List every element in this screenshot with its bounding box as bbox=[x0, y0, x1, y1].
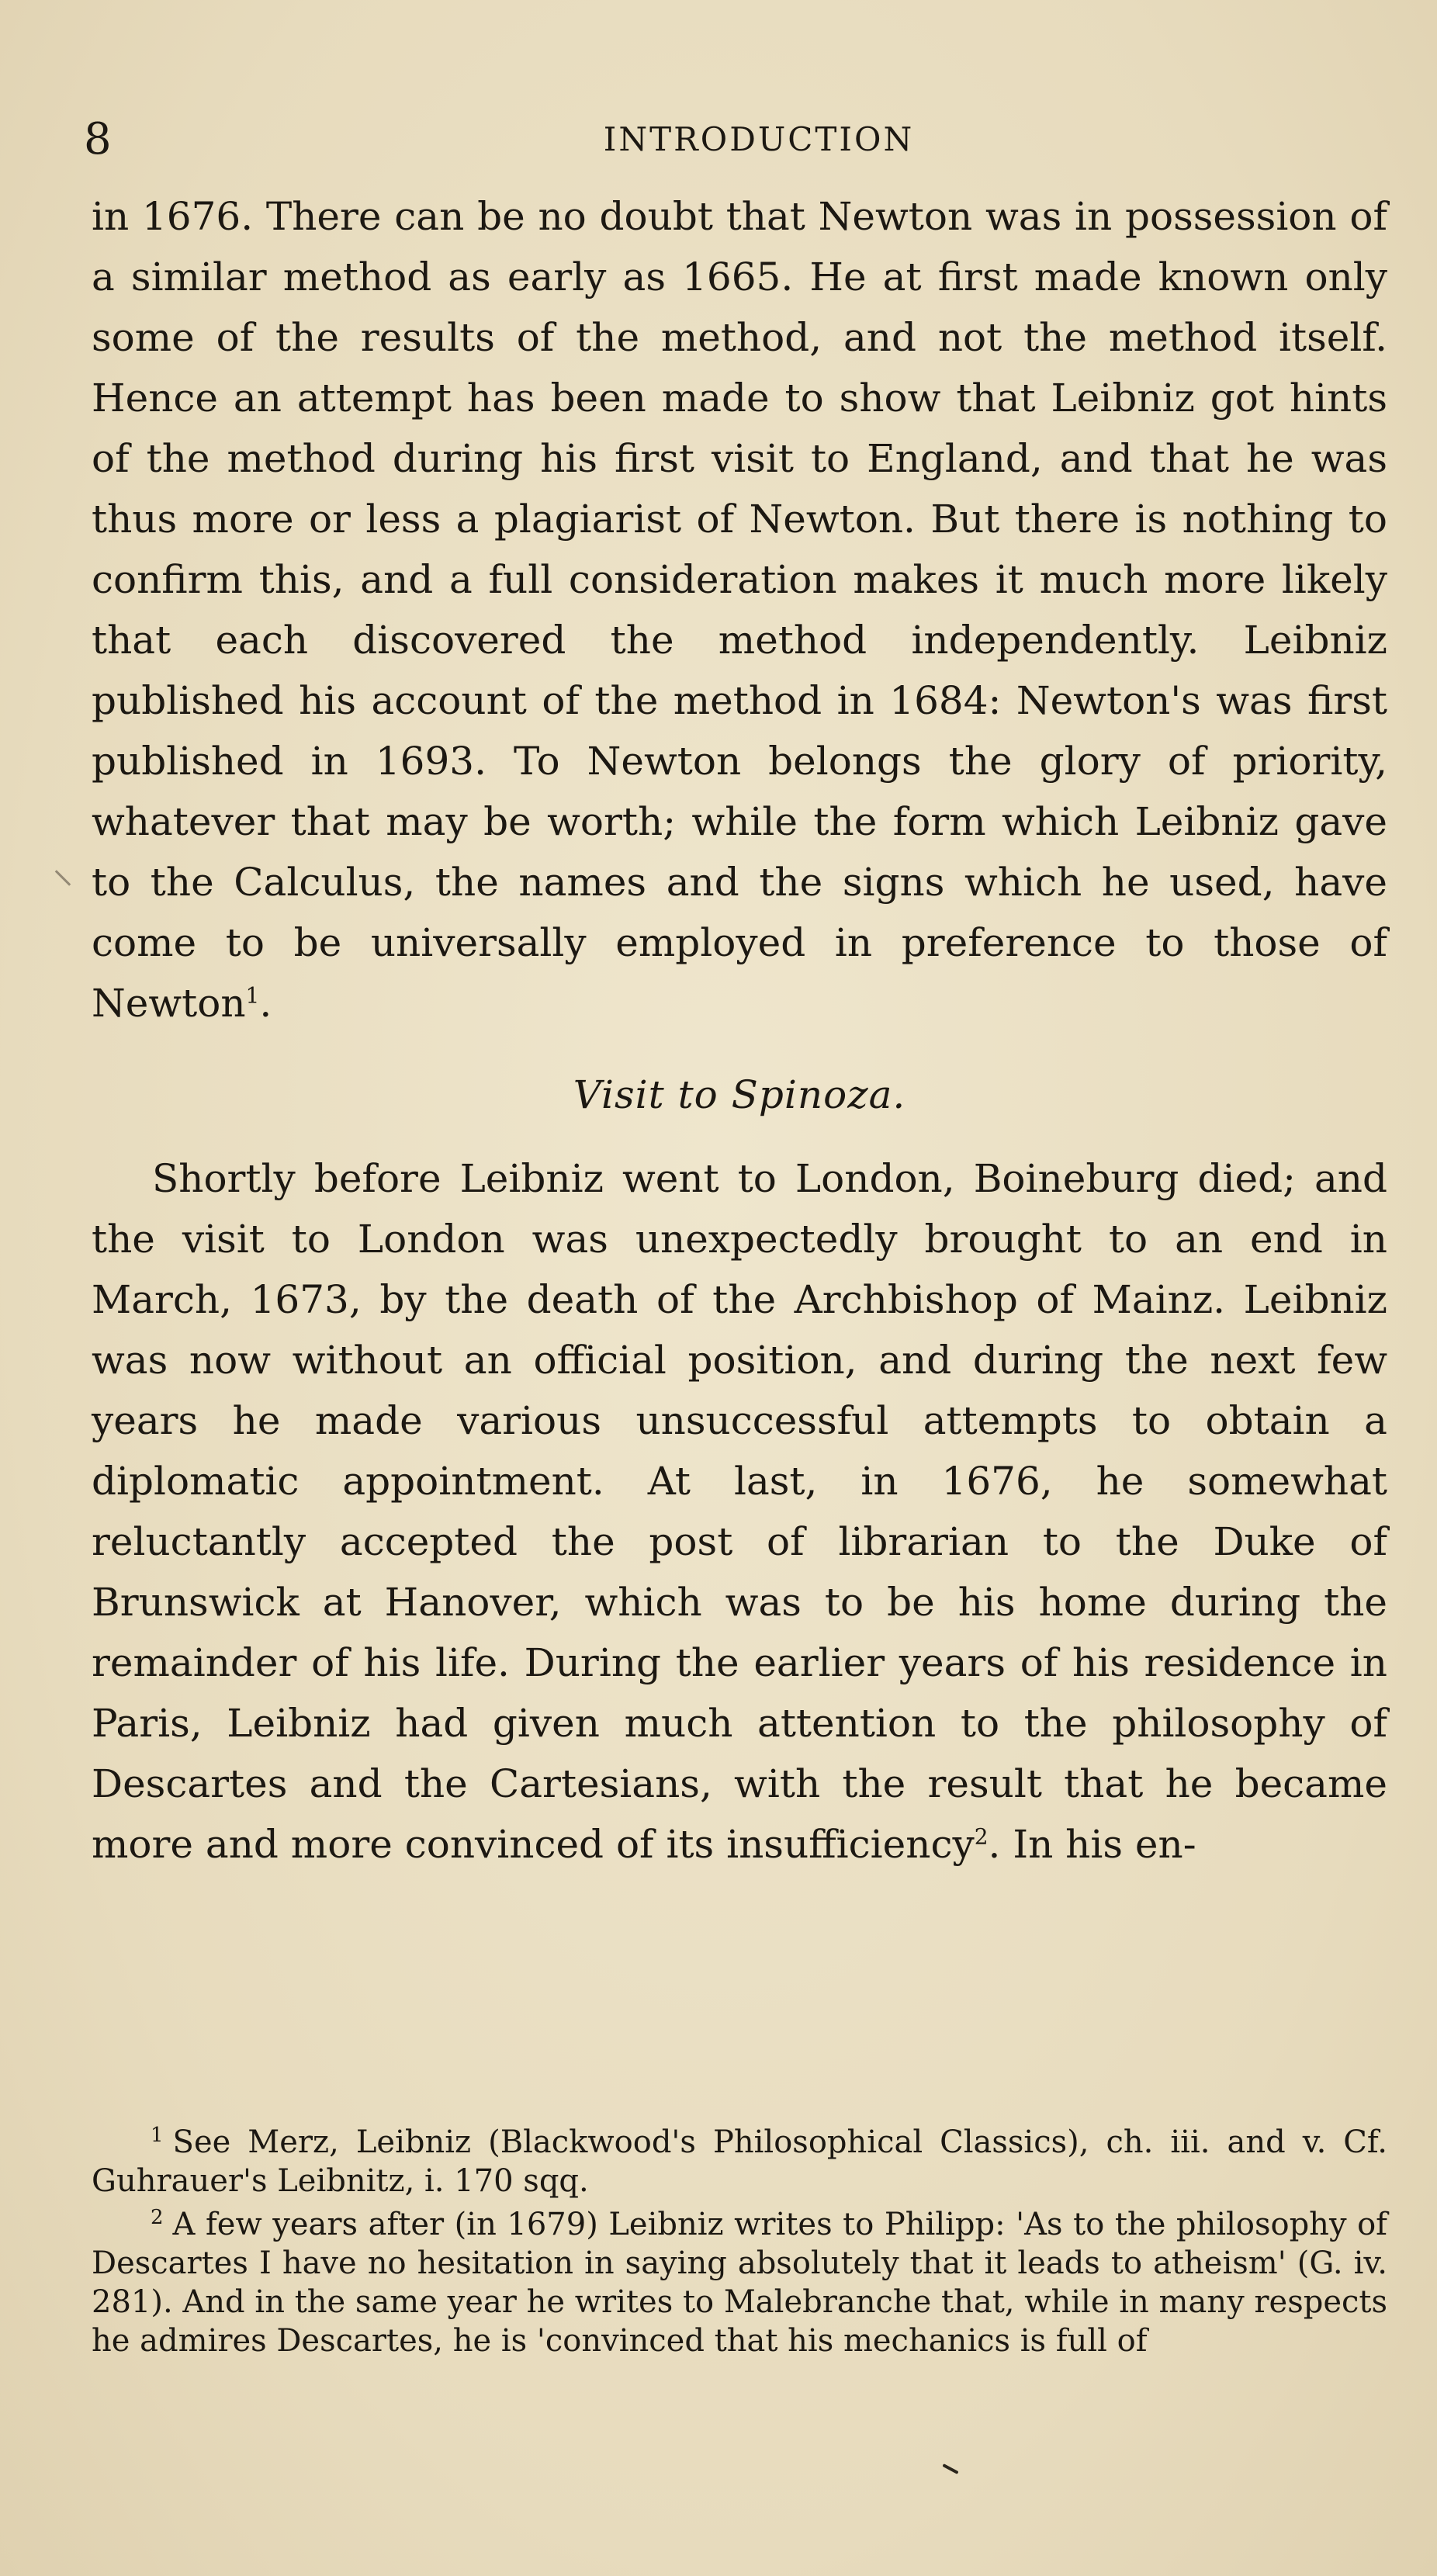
footnote-1 bbox=[92, 2123, 1387, 2200]
paragraph-newton-end: . bbox=[259, 981, 272, 1026]
paragraph-spinoza-text: Shortly before Leibniz went to London, Boineburg died; and the visit to London was unexpectedly brought to an end in March, 1673, by the death of the Archbishop of Mainz. Leibniz was now without an official position, and during the next few years he made various unsuccessful attempts to obtain a diplomatic appointment. At last, in 1676, he somewhat reluctantly accepted the post of librarian to the Duke of Brunswick at Hanover, which was to be his home during the remainder of his life. During the earlier years of his residence in Paris, Leibniz had given much attention to the philosophy of Descartes and the Cartesians, with the result that he became more and more convinced of its insufficiency bbox=[92, 1156, 1387, 1867]
footnote-ref-1: 1 bbox=[245, 982, 260, 1009]
paragraph-spinoza-end: . In his en- bbox=[988, 1822, 1196, 1867]
footnote-2-mark: 2 bbox=[151, 2205, 164, 2229]
footnote-2 bbox=[92, 2205, 1387, 2360]
footnotes bbox=[92, 2123, 1387, 2365]
running-head: INTRODUCTION bbox=[603, 120, 915, 158]
footnote-1-mark: 1 bbox=[151, 2123, 164, 2147]
section-title: Visit to Spinoza. bbox=[573, 1072, 906, 1117]
page-number: 8 bbox=[84, 114, 112, 164]
footnote-2-text: A few years after (in 1679) Leibniz writes to Philipp: 'As to the philosophy of Descartes I have no hesitation in saying absolutely that it leads to atheism' (G. iv. 281). And in the same year he writes to Malebranche that, while in many respects he admires Descartes, he is 'convinced that his mechanics is full of bbox=[92, 2207, 1387, 2359]
paragraph-newton bbox=[92, 186, 1387, 1034]
margin-mark bbox=[55, 870, 71, 886]
footnote-ref-2: 2 bbox=[974, 1823, 989, 1850]
footnote-1-text: See Merz, Leibniz (Blackwood's Philosophical Classics), ch. iii. and v. Cf. Guhrauer's Leibnitz, i. 170 sqq. bbox=[92, 2124, 1387, 2199]
main-text bbox=[92, 186, 1387, 1875]
signature-mark bbox=[942, 2463, 958, 2474]
page-header bbox=[84, 109, 1387, 171]
paragraph-newton-text: in 1676. There can be no doubt that Newton was in possession of a similar method as early as 1665. He at first made known only some of the results of the method, and not the method itself. Hence an attempt has been made to show that Leibniz got hints of the method during his first visit to England, and that he was thus more or less a plagiarist of Newton. But there is nothing to confirm this, and a full consideration makes it much more likely that each discovered the method independently. Leibniz published his account of the method in 1684: Newton's was first published in 1693. To Newton belongs the glory of priority, whatever that may be worth; while the form which Leibniz gave to the Calculus, the names and the signs which he used, have come to be universally employed in preference to those of Newton bbox=[92, 194, 1387, 1026]
paragraph-spinoza bbox=[92, 1148, 1387, 1875]
